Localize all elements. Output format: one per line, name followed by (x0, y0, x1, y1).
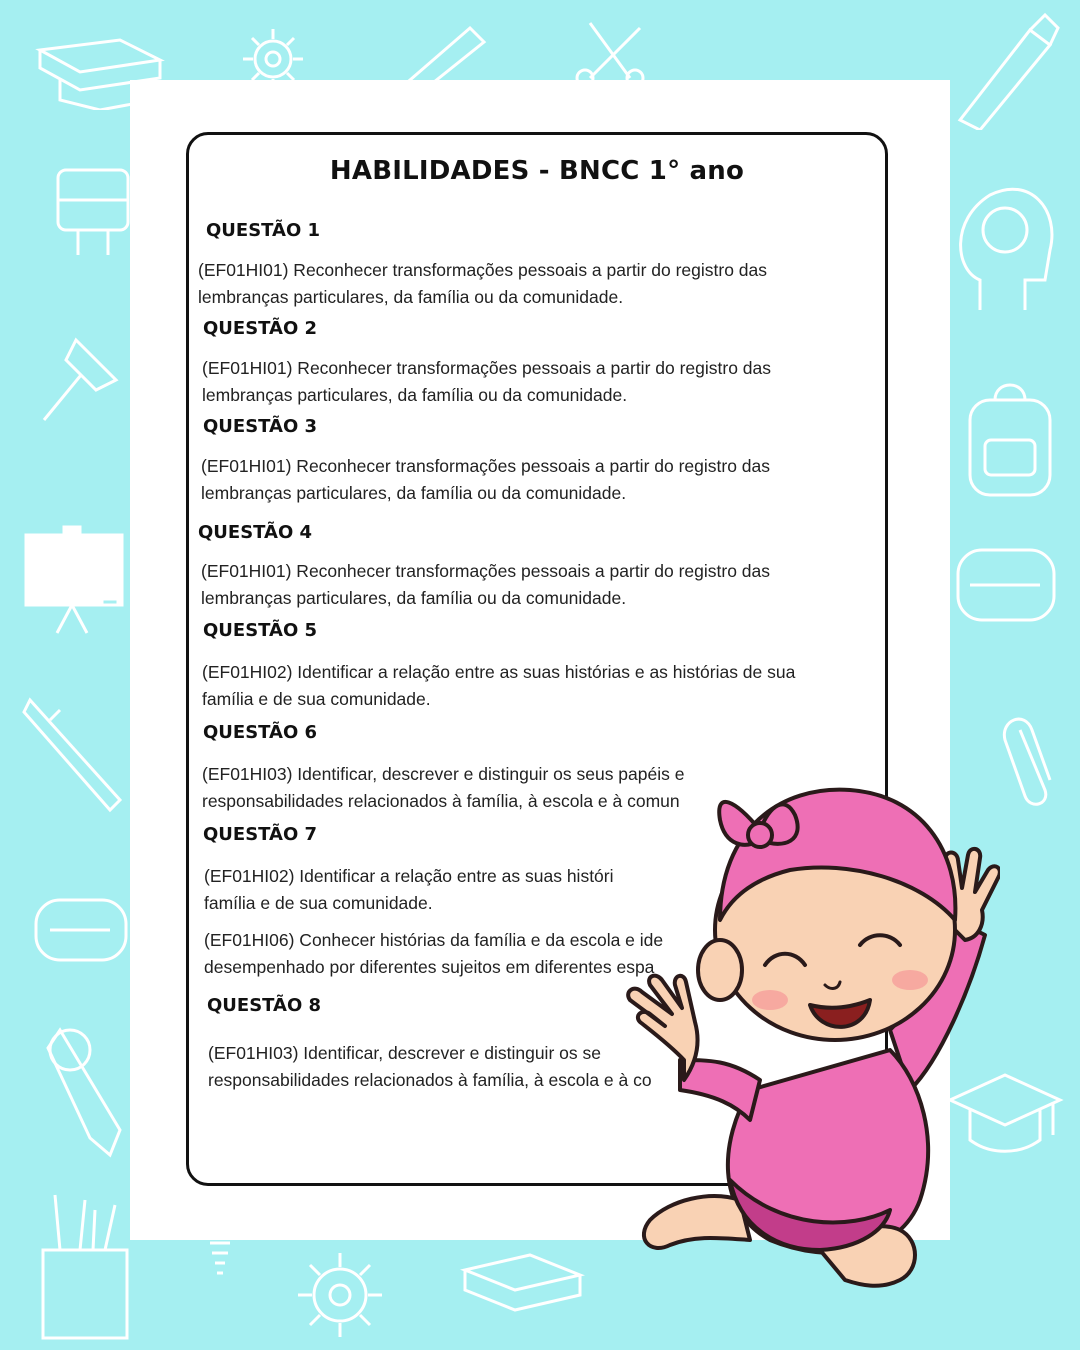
backpack-icon (960, 370, 1060, 500)
question-skill-text: (EF01HI02) Identificar a relação entre as suas histórias e as histórias de sua família e de sua comunidade. (202, 662, 796, 709)
brain-head-icon (950, 180, 1060, 320)
pen-icon (950, 10, 1060, 130)
question-heading: QUESTÃO 5 (203, 620, 318, 641)
question-skill-text: (EF01HI01) Reconhecer transformações pessoais a partir do registro das lembranças particulares, da família ou da comunidade. (201, 456, 771, 503)
pencil-case-icon (48, 150, 138, 260)
paperclip-icon (1000, 700, 1060, 810)
page-title: HABILIDADES - BNCC 1° ano (329, 156, 745, 186)
baby-illustration (620, 760, 1000, 1320)
pen-icon (20, 690, 130, 820)
books-icon (460, 1240, 590, 1320)
question-skill-text: (EF01HI01) Reconhecer transformações pessoais a partir do registro das lembranças particulares, da família ou da comunidade. (202, 358, 772, 405)
gear-icon (290, 1245, 390, 1345)
question-heading: QUESTÃO 4 (198, 522, 313, 543)
question-heading: QUESTÃO 3 (203, 416, 318, 437)
pencil-cup-icon (35, 1190, 135, 1340)
question-skill-text: (EF01HI03) Identificar, descrever e distinguir os se responsabilidades relacionados à família, à escola e à co (208, 1043, 652, 1090)
question-heading: QUESTÃO 8 (207, 995, 322, 1016)
scissors-icon (570, 18, 660, 88)
pencil-case-icon (950, 540, 1060, 630)
lightbulb-icon (200, 1238, 240, 1278)
question-heading: QUESTÃO 6 (203, 722, 318, 743)
question-skill-text: (EF01HI06) Conhecer histórias da família e da escola e ide desempenhado por diferentes sujeitos em diferentes espa (204, 930, 664, 977)
question-skill-text: (EF01HI01) Reconhecer transformações pessoais a partir do registro das lembranças particulares, da família ou da comunidade. (198, 260, 768, 307)
question-skill-text: (EF01HI02) Identificar a relação entre as suas históri família e de sua comunidade. (204, 866, 614, 913)
question-heading: QUESTÃO 2 (203, 318, 318, 339)
pencil-case-icon (30, 890, 130, 970)
question-heading: QUESTÃO 1 (206, 220, 321, 241)
question-skill-text: (EF01HI01) Reconhecer transformações pessoais a partir do registro das lembranças particulares, da família ou da comunidade. (201, 561, 771, 608)
pencil-icon (40, 1020, 130, 1160)
pushpin-icon (36, 320, 136, 430)
question-heading: QUESTÃO 7 (203, 824, 318, 845)
question-skill-text: (EF01HI03) Identificar, descrever e distinguir os seus papéis e responsabilidades relacionados à família, à escola e à comun (202, 764, 685, 811)
whiteboard-icon (22, 525, 127, 635)
